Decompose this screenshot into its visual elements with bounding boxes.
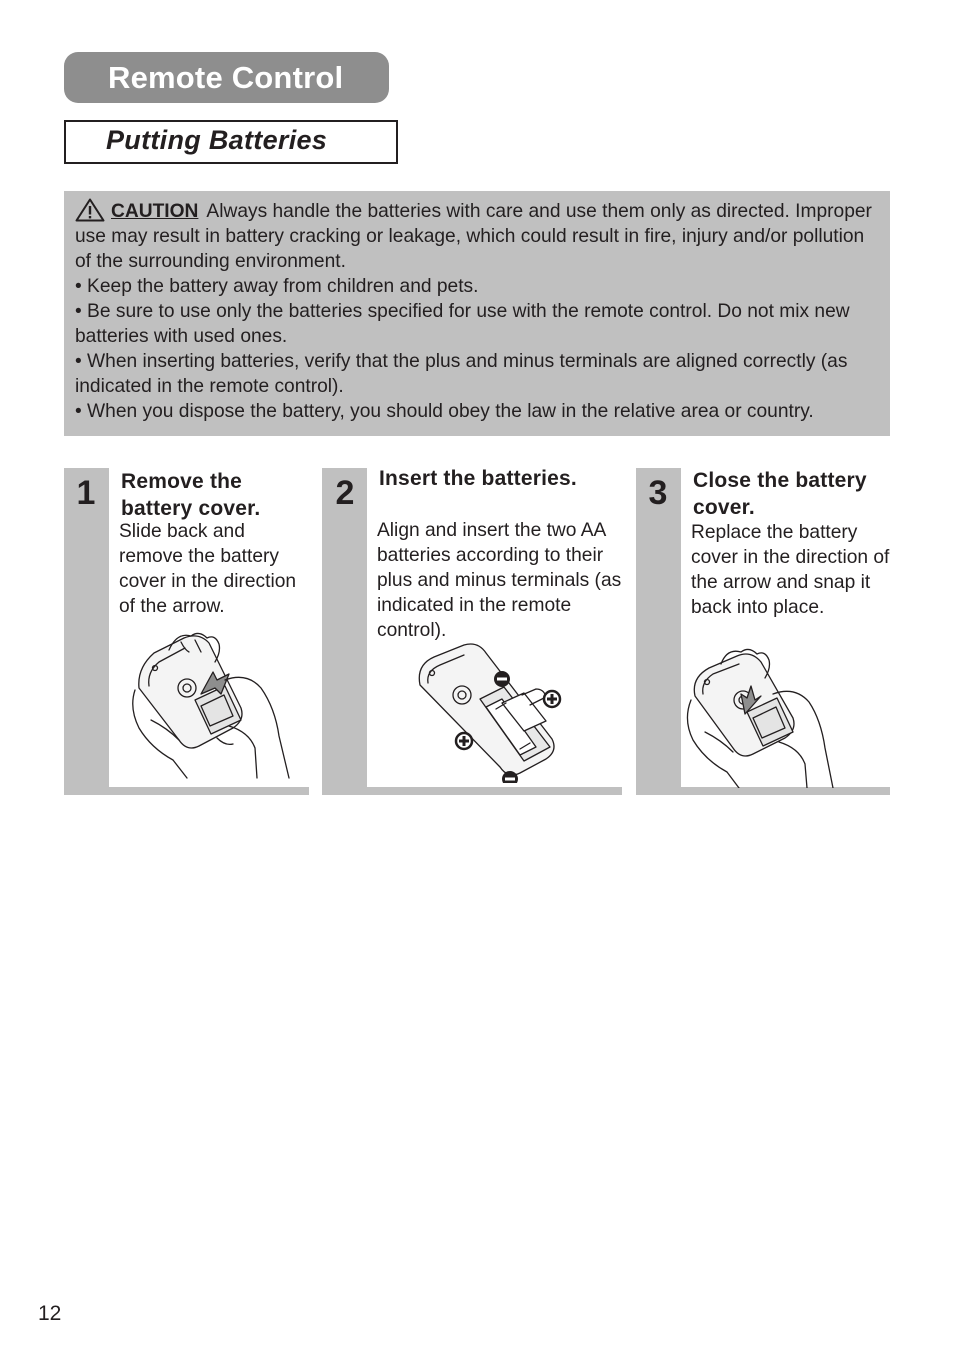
step-number: 3	[648, 474, 668, 512]
section-title-tab	[64, 52, 389, 103]
section-title: Remote Control	[108, 60, 344, 95]
caution-intro-paragraph	[75, 198, 880, 274]
caution-bullet: • When you dispose the battery, you should obey the law in the relative area or country.	[75, 401, 814, 422]
step-body: Align and insert the two AA batteries according to their plus and minus terminals (as indicated in the remote control).	[377, 520, 622, 641]
caution-intro-text: Always handle the batteries with care and use them only as directed. Improper use may result in battery cracking or leakage, which could result in fire, injury and/or pollution of the surrounding environment.	[75, 201, 872, 272]
insert-batteries-illustration	[412, 643, 592, 783]
step-title: Close the battery cover.	[693, 469, 867, 519]
step-title: Remove the battery cover.	[121, 470, 261, 520]
caution-box	[64, 191, 890, 436]
step-body: Replace the battery cover in the direction of the arrow and snap it back into place.	[691, 522, 890, 618]
remove-battery-cover-illustration	[129, 628, 309, 788]
step-content-panel	[109, 468, 309, 787]
caution-label: CAUTION	[111, 201, 199, 222]
caution-bullet: • Be sure to use only the batteries specified for use with the remote control. Do not mix new batteries with used ones.	[75, 301, 850, 347]
page-number: 12	[38, 1302, 62, 1325]
warning-triangle-icon	[75, 198, 105, 222]
step-number: 1	[76, 474, 96, 512]
step-title: Insert the batteries.	[379, 467, 577, 490]
close-battery-cover-illustration	[681, 648, 861, 788]
step-content-panel	[367, 468, 622, 787]
subsection-title-box	[64, 120, 398, 164]
step-number: 2	[335, 474, 355, 512]
step-3-card	[636, 468, 890, 795]
step-2-card	[322, 468, 622, 795]
caution-bullet: • When inserting batteries, verify that the plus and minus terminals are aligned correctly (as indicated in the remote control).	[75, 351, 848, 397]
caution-bullet: • Keep the battery away from children and pets.	[75, 276, 479, 297]
step-content-panel	[681, 468, 890, 787]
step-1-card	[64, 468, 309, 795]
subsection-title: Putting Batteries	[106, 125, 328, 155]
step-body: Slide back and remove the battery cover in the direction of the arrow.	[119, 521, 297, 617]
